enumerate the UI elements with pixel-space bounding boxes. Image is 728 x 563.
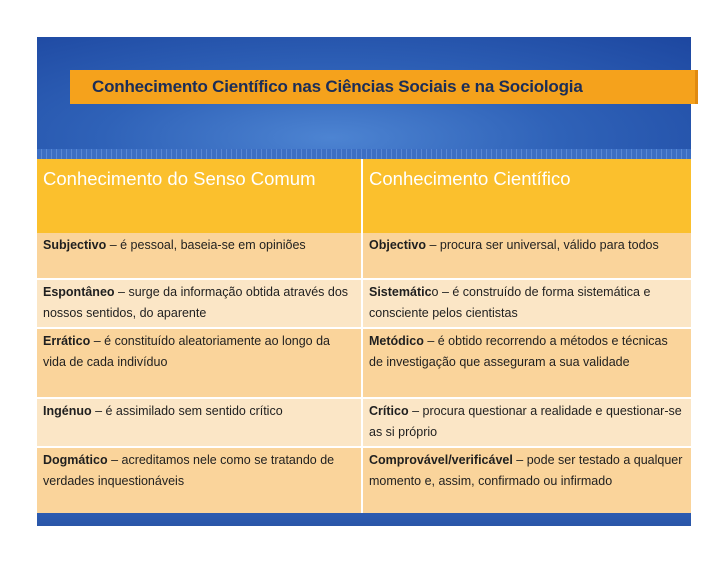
description: – é constituído aleatoriamente ao longo da vida de cada indivíduo bbox=[43, 334, 331, 369]
table-cell bbox=[37, 447, 362, 515]
description: – procura ser universal, válido para todos bbox=[425, 238, 659, 252]
table-cell bbox=[362, 328, 691, 398]
header-cientifico: Conhecimento Científico bbox=[362, 159, 691, 233]
slide bbox=[37, 37, 691, 526]
description: o – é construído de forma sistemática e consciente pelos cientistas bbox=[369, 285, 651, 320]
table-row bbox=[37, 328, 691, 398]
table-cell bbox=[37, 233, 362, 279]
comparison-table-wrapper bbox=[37, 159, 691, 515]
term: Errático bbox=[43, 334, 91, 348]
term: Comprovável/verificável bbox=[369, 453, 513, 467]
comparison-table bbox=[37, 159, 691, 515]
term: Crítico bbox=[369, 404, 409, 418]
header-senso-comum: Conhecimento do Senso Comum bbox=[37, 159, 362, 233]
table-cell bbox=[37, 398, 362, 447]
term: Dogmático bbox=[43, 453, 108, 467]
bottom-bar bbox=[37, 513, 691, 526]
description: – é pessoal, baseia-se em opiniões bbox=[106, 238, 306, 252]
description: – é assimilado sem sentido crítico bbox=[91, 404, 283, 418]
table-row bbox=[37, 279, 691, 328]
title-banner bbox=[37, 37, 691, 149]
term: Metódico bbox=[369, 334, 424, 348]
table-cell bbox=[362, 398, 691, 447]
description: – pode ser testado a qualquer momento e, assim, confirmado ou infirmado bbox=[369, 453, 683, 488]
term: Subjectivo bbox=[43, 238, 107, 252]
table-row bbox=[37, 233, 691, 279]
term: Ingénuo bbox=[43, 404, 92, 418]
table-cell bbox=[37, 279, 362, 328]
table-cell bbox=[37, 328, 362, 398]
table-row bbox=[37, 398, 691, 447]
term: Sistemátic bbox=[369, 285, 432, 299]
table-cell bbox=[362, 447, 691, 515]
table-cell bbox=[362, 233, 691, 279]
title-box bbox=[70, 70, 698, 104]
table-cell bbox=[362, 279, 691, 328]
slide-title: Conhecimento Científico nas Ciências Sociais e na Sociologia bbox=[92, 77, 583, 96]
divider-stripe bbox=[37, 149, 691, 159]
description: – procura questionar a realidade e questionar-se as si próprio bbox=[369, 404, 682, 439]
description: – é obtido recorrendo a métodos e técnicas de investigação que asseguram a sua validade bbox=[369, 334, 668, 369]
table-header-row bbox=[37, 159, 691, 233]
term: Espontâneo bbox=[43, 285, 115, 299]
table-row bbox=[37, 447, 691, 515]
description: – surge da informação obtida através dos nossos sentidos, do aparente bbox=[43, 285, 349, 320]
description: – acreditamos nele como se tratando de verdades inquestionáveis bbox=[43, 453, 335, 488]
term: Objectivo bbox=[369, 238, 426, 252]
